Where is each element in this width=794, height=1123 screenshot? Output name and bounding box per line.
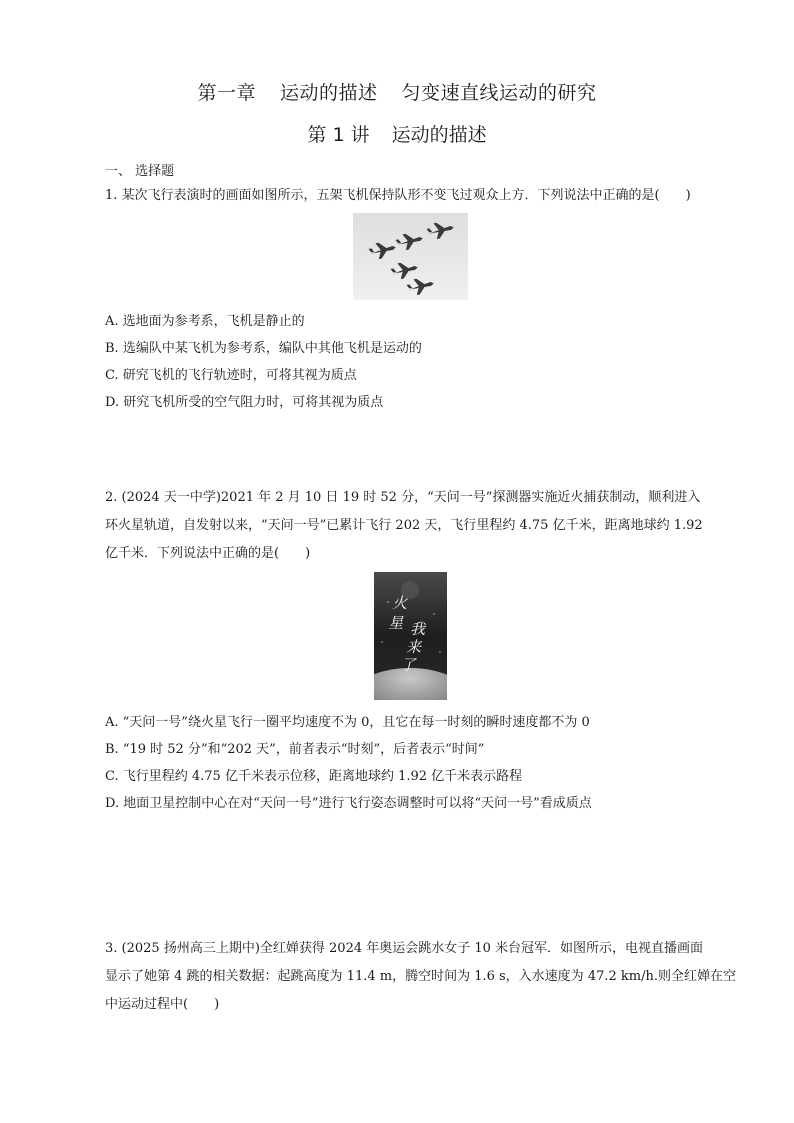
section-title: 一、 选择题 <box>105 164 175 179</box>
question-3-stem-line-2: 显示了她第 4 跳的相关数据：起跳高度为 11.4 m，腾空时间为 1.6 s，入水速度为 47.2 km/h.则全红婵在空 <box>105 969 736 984</box>
question-1-stem: 1. 某次飞行表演时的画面如图所示，五架飞机保持队形不变飞过观众上方．下列说法中正确的是( ) <box>105 188 691 203</box>
flying-formation-figure <box>353 213 468 300</box>
question-3-stem-line-3: 中运动过程中( ) <box>105 997 220 1012</box>
question-2-stem-line-3: 亿千米．下列说法中正确的是( ) <box>105 546 311 561</box>
question-1-option-c: C. 研究飞机的飞行轨迹时，可将其视为质点 <box>105 368 357 383</box>
fighter-jets-image <box>353 213 468 300</box>
question-1-option-a: A. 选地面为参考系，飞机是静止的 <box>105 314 305 329</box>
chapter-heading <box>0 78 794 105</box>
question-2-stem-line-2: 环火星轨道，自发射以来，“天问一号”已累计飞行 202 天，飞行里程约 4.75 亿千米，距离地球约 1.92 <box>105 518 703 533</box>
poster-lettering: 火 星 我 来 了 <box>388 594 426 674</box>
question-1-option-d: D. 研究飞机所受的空气阻力时，可将其视为质点 <box>105 395 384 410</box>
chapter-number: 第一章 <box>197 82 256 104</box>
mars-poster-figure <box>374 572 447 700</box>
chapter-title-1: 运动的描述 <box>279 82 378 104</box>
chapter-title-2: 匀变速直线运动的研究 <box>401 82 597 104</box>
question-2-stem-line-1: 2. (2024 天一中学)2021 年 2 月 10 日 19 时 52 分，“天问一号”探测器实施近火捕获制动，顺利进入 <box>105 490 701 505</box>
question-1-option-b: B. 选编队中某飞机为参考系，编队中其他飞机是运动的 <box>105 341 422 356</box>
lecture-number: 第 1 讲 <box>307 124 370 146</box>
question-2-option-a: A. “天问一号”绕火星飞行一圈平均速度不为 0，且它在每一时刻的瞬时速度都不为 0 <box>105 715 590 730</box>
question-2-option-c: C. 飞行里程约 4.75 亿千米表示位移，距离地球约 1.92 亿千米表示路程 <box>105 769 523 784</box>
question-2-option-b: B. “19 时 52 分”和“202 天”，前者表示“时刻”，后者表示“时间” <box>105 742 485 757</box>
question-2-option-d: D. 地面卫星控制中心在对“天问一号”进行飞行姿态调整时可以将“天问一号”看成质点 <box>105 796 592 811</box>
question-3-stem-line-1: 3. (2025 扬州高三上期中)全红婵获得 2024 年奥运会跳水女子 10 米台冠军．如图所示，电视直播画面 <box>105 941 704 956</box>
lecture-title: 运动的描述 <box>391 124 487 146</box>
mars-poster-image <box>374 572 447 700</box>
lecture-heading <box>0 120 794 147</box>
